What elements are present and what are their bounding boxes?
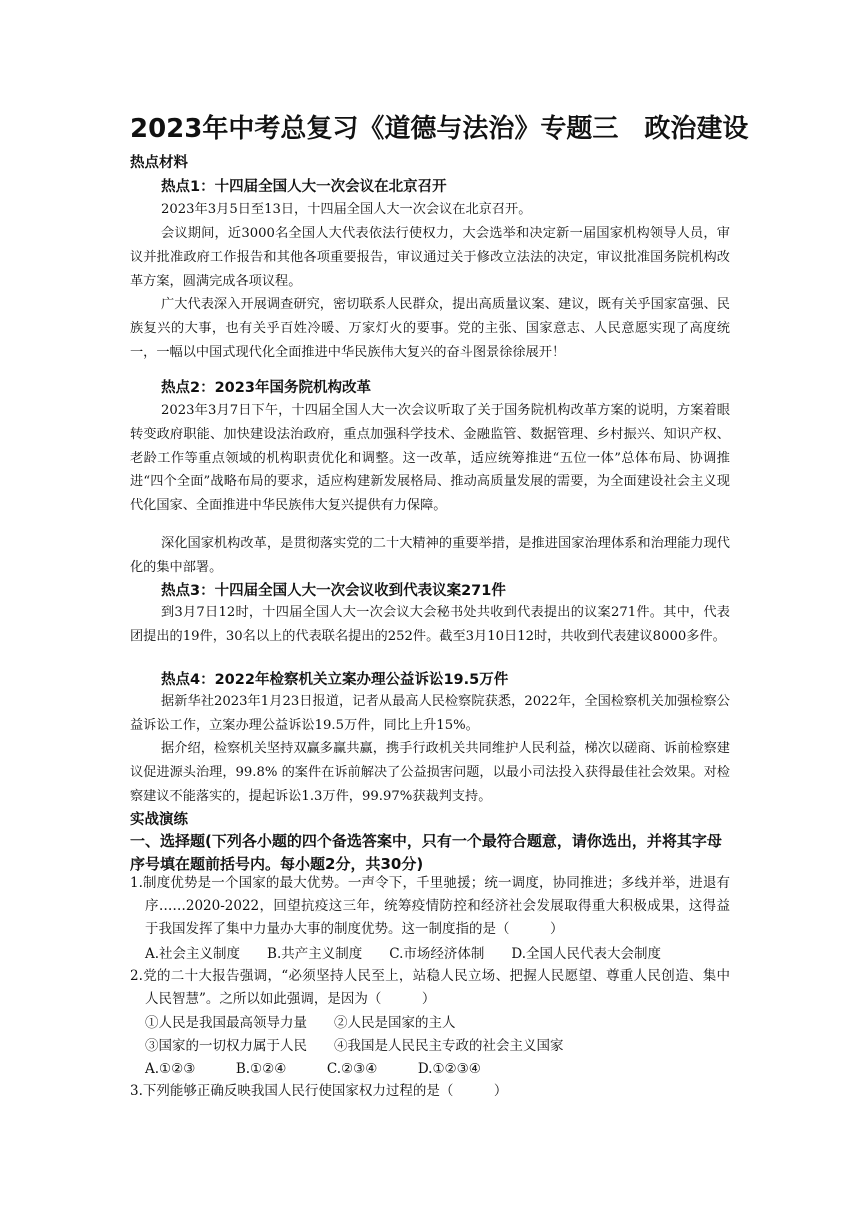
hot-topic-3-paragraph-1: 到3月7日12时，十四届全国人大一次会议大会秘书处共收到代表提出的议案271件。其中，代表团提出的19件，30名以上的代表联名提出的252件。截至3月10日12时，共收到代表建议8000多件。 [130, 605, 730, 644]
document-title: 2023年中考总复习《道德与法治》专题三 政治建设 [130, 114, 749, 144]
section-practice: 实战演练 [130, 812, 188, 828]
hot-topic-4-title: 热点4：2022年检察机关立案办理公益诉讼19.5万件 [161, 672, 509, 688]
question-3-stem: 3.下列能够正确反映我国人民行使国家权力过程的是（ ） [130, 1083, 508, 1099]
hot-topic-2-paragraph-1: 2023年3月7日下午，十四届全国人大一次会议听取了关于国务院机构改革方案的说明，方案着眼转变政府职能、加快建设法治政府，重点加强科学技术、金融监管、数据管理、乡村振兴、知识产权、老龄工作等重点领域的机构职责优化和调整。这一改革，适应统筹推进“五位一体”总体布局、协调推进“四个全面”战略布局的要求，适应构建新发展格局、推动高质量发展的需要，为全面建设社会主义现代化国家、全面推进中华民族伟大复兴提供有力保障。 [130, 403, 730, 514]
choice-section-heading: 一、选择题(下列各小题的四个备选答案中，只有一个最符合题意，请你选出，并将其字母序号填在题前括号内。每小题2分，共30分) [130, 832, 722, 873]
question-2-stem: 2.党的二十大报告强调，“必须坚持人民至上，站稳人民立场、把握人民愿望、尊重人民创造、集中人民智慧”。之所以如此强调，是因为（ ） [130, 968, 730, 1007]
question-2-options: A.①②③ B.①②④ C.②③④ D.①②③④ [145, 1061, 481, 1077]
hot-topic-1-paragraph-1: 2023年3月5日至13日，十四届全国人大一次会议在北京召开。 [161, 202, 532, 217]
hot-topic-1-paragraph-2: 会议期间，近3000名全国人大代表依法行使权力，大会选举和决定新一届国家机构领导人员，审议并批准政府工作报告和其他各项重要报告，审议通过关于修改立法法的决定，审议批准国务院机构改革方案，圆满完成各项议程。 [130, 226, 730, 289]
hot-topic-4-paragraph-1: 据新华社2023年1月23日报道，记者从最高人民检察院获悉，2022年，全国检察机关加强检察公益诉讼工作，立案办理公益诉讼19.5万件，同比上升15%。 [130, 694, 730, 733]
hot-topic-2-paragraph-2: 深化国家机构改革，是贯彻落实党的二十大精神的重要举措，是推进国家治理体系和治理能力现代化的集中部署。 [130, 536, 730, 575]
hot-topic-1-paragraph-3: 广大代表深入开展调查研究，密切联系人民群众，提出高质量议案、建议，既有关乎国家富强、民族复兴的大事，也有关乎百姓冷暖、万家灯火的要事。党的主张、国家意志、人民意愿实现了高度统一，一幅以中国式现代化全面推进中华民族伟大复兴的奋斗图景徐徐展开！ [130, 297, 730, 360]
hot-topic-1-title: 热点1：十四届全国人大一次会议在北京召开 [161, 179, 447, 195]
section-hot-materials: 热点材料 [130, 155, 188, 171]
hot-topic-3-title: 热点3：十四届全国人大一次会议收到代表议案271件 [161, 583, 506, 599]
hot-topic-2-title: 热点2：2023年国务院机构改革 [161, 380, 371, 396]
hot-topic-4-paragraph-2: 据介绍，检察机关坚持双赢多赢共赢，携手行政机关共同维护人民利益，梯次以磋商、诉前检察建议促进源头治理，99.8% 的案件在诉前解决了公益损害问题，以最小司法投入获得最佳社会效果。对检察建议不能落实的，提起诉讼1.3万件，99.97%获裁判支持。 [130, 741, 730, 804]
question-1-options: A.社会主义制度 B.共产主义制度 C.市场经济体制 D.全国人民代表大会制度 [145, 946, 662, 962]
question-2-statements-1: ①人民是我国最高领导力量 ②人民是国家的主人 [145, 1015, 456, 1031]
question-2-statements-2: ③国家的一切权力属于人民 ④我国是人民民主专政的社会主义国家 [145, 1038, 564, 1054]
question-1-stem: 1.制度优势是一个国家的最大优势。一声令下，千里驰援；统一调度，协同推进；多线并举，进退有序……2020-2022，回望抗疫这三年，统筹疫情防控和经济社会发展取得重大积极成果，这得益于我国发挥了集中力量办大事的制度优势。这一制度指的是（ ） [130, 875, 730, 937]
